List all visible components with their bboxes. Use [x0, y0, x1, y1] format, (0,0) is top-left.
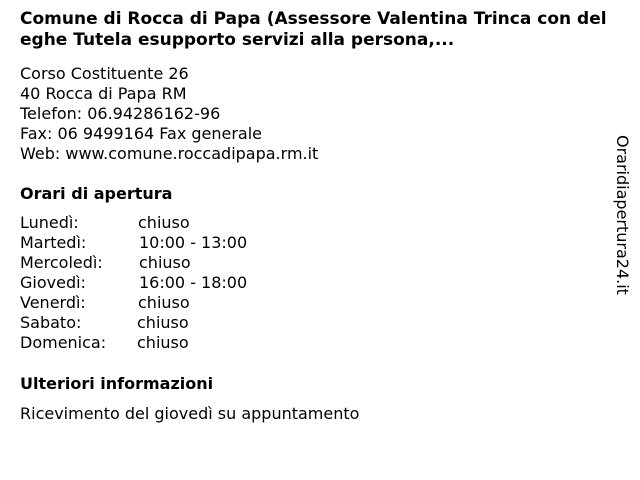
day-label: Domenica: [20, 333, 107, 352]
website: Web: www.comune.roccadipapa.rm.it [20, 144, 319, 163]
address-street: Corso Costituente 26 [20, 64, 189, 83]
day-hours: chiuso [137, 313, 189, 332]
day-hours: 10:00 - 13:00 [139, 233, 248, 252]
more-info-heading: Ulteriori informazioni [20, 374, 214, 393]
address-block [20, 64, 318, 164]
day-hours: chiuso [138, 293, 190, 312]
more-info-text: Ricevimento del giovedì su appuntamento [20, 404, 360, 423]
phone-number: Telefon: 06.94286162-96 [20, 104, 221, 123]
day-label: Mercoledì: [20, 253, 103, 272]
opening-hours-heading: Orari di apertura [20, 184, 173, 203]
address-city: 40 Rocca di Papa RM [20, 84, 187, 103]
day-label: Giovedì: [20, 273, 86, 292]
fax-number: Fax: 06 9499164 Fax generale [20, 124, 263, 143]
day-label: Lunedì: [20, 213, 79, 232]
day-hours: 16:00 - 18:00 [139, 273, 248, 292]
day-label: Martedì: [20, 233, 87, 252]
day-hours: chiuso [137, 333, 189, 352]
day-label: Venerdì: [20, 293, 86, 312]
page-title: Comune di Rocca di Papa (Assessore Valentina Trinca con deleghe Tutela esupporto servizi alla persona,... [20, 9, 607, 50]
day-hours: chiuso [139, 253, 191, 272]
day-hours: chiuso [138, 213, 190, 232]
brand-text: Oraridiapertura24.it [613, 135, 632, 295]
brand-watermark [614, 135, 634, 310]
day-label: Sabato: [20, 313, 82, 332]
